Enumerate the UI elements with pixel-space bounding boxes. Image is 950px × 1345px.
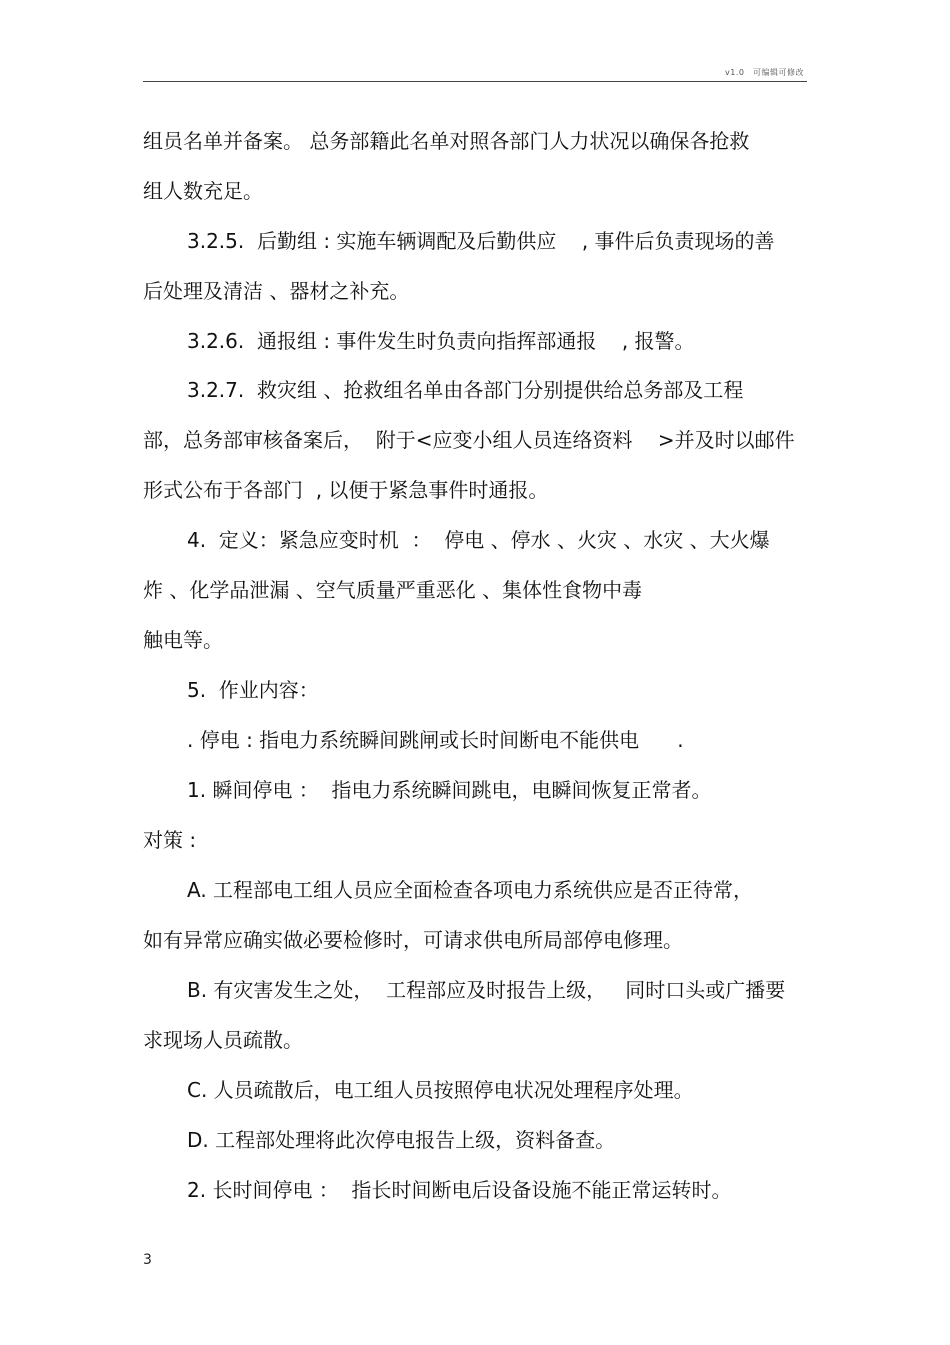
body-line: C. 人员疏散后，电工组人员按照停电状况处理程序处理。 bbox=[187, 1078, 694, 1102]
body-line: 如有异常应确实做必要检修时，可请求供电所局部停电修理。 bbox=[143, 928, 683, 952]
body-line: 求现场人员疏散。 bbox=[143, 1028, 303, 1052]
body-line: 形式公布于各部门 , 以便于紧急事件时通报。 bbox=[143, 478, 549, 502]
body-line: 3.2.7. 救灾组 、抢救组名单由各部门分别提供给总务部及工程 bbox=[187, 378, 744, 402]
body-line: B. 有灾害发生之处， 工程部应及时报告上级， 同时口头或广播要 bbox=[187, 978, 786, 1002]
body-line: 3.2.6. 通报组 : 事件发生时负责向指挥部通报 , 报警。 bbox=[187, 329, 695, 353]
body-line: . 停电 : 指电力系统瞬间跳闸或长时间断电不能供电 . bbox=[187, 728, 684, 752]
body-line: 组员名单并备案。 总务部籍此名单对照各部门人力状况以确保各抢救 bbox=[143, 129, 750, 153]
body-line: A. 工程部电工组人员应全面检查各项电力系统供应是否正待常， bbox=[187, 878, 754, 902]
body-line: 部，总务部审核备案后， 附于<应变小组人员连络资料 >并及时以邮件 bbox=[143, 428, 795, 452]
body-line: 1. 瞬间停电 ： 指电力系统瞬间跳电，电瞬间恢复正常者。 bbox=[187, 778, 712, 802]
header-divider bbox=[143, 81, 807, 82]
body-line: 对策 : bbox=[143, 828, 197, 852]
body-line: 触电等。 bbox=[143, 628, 223, 652]
body-line: 5. 作业内容： bbox=[187, 678, 319, 702]
body-line: 2. 长时间停电 ： 指长时间断电后设备设施不能正常运转时。 bbox=[187, 1178, 732, 1202]
body-line: 3.2.5. 后勤组 : 实施车辆调配及后勤供应 , 事件后负责现场的善 bbox=[187, 229, 775, 253]
body-line: 4. 定义：紧急应变时机 ： 停电 、停水 、火灾 、水灾 、大火爆 bbox=[187, 528, 770, 552]
body-line: D. 工程部处理将此次停电报告上级，资料备查。 bbox=[187, 1128, 616, 1152]
body-line: 组人数充足。 bbox=[143, 179, 263, 203]
body-line: 后处理及清洁 、器材之补充。 bbox=[143, 279, 410, 303]
body-line: 炸 、化学品泄漏 、空气质量严重恶化 、集体性食物中毒 bbox=[143, 578, 643, 602]
page-number: 3 bbox=[143, 1252, 152, 1268]
header-version-note: v1.0 可编辑可修改 bbox=[725, 68, 804, 77]
